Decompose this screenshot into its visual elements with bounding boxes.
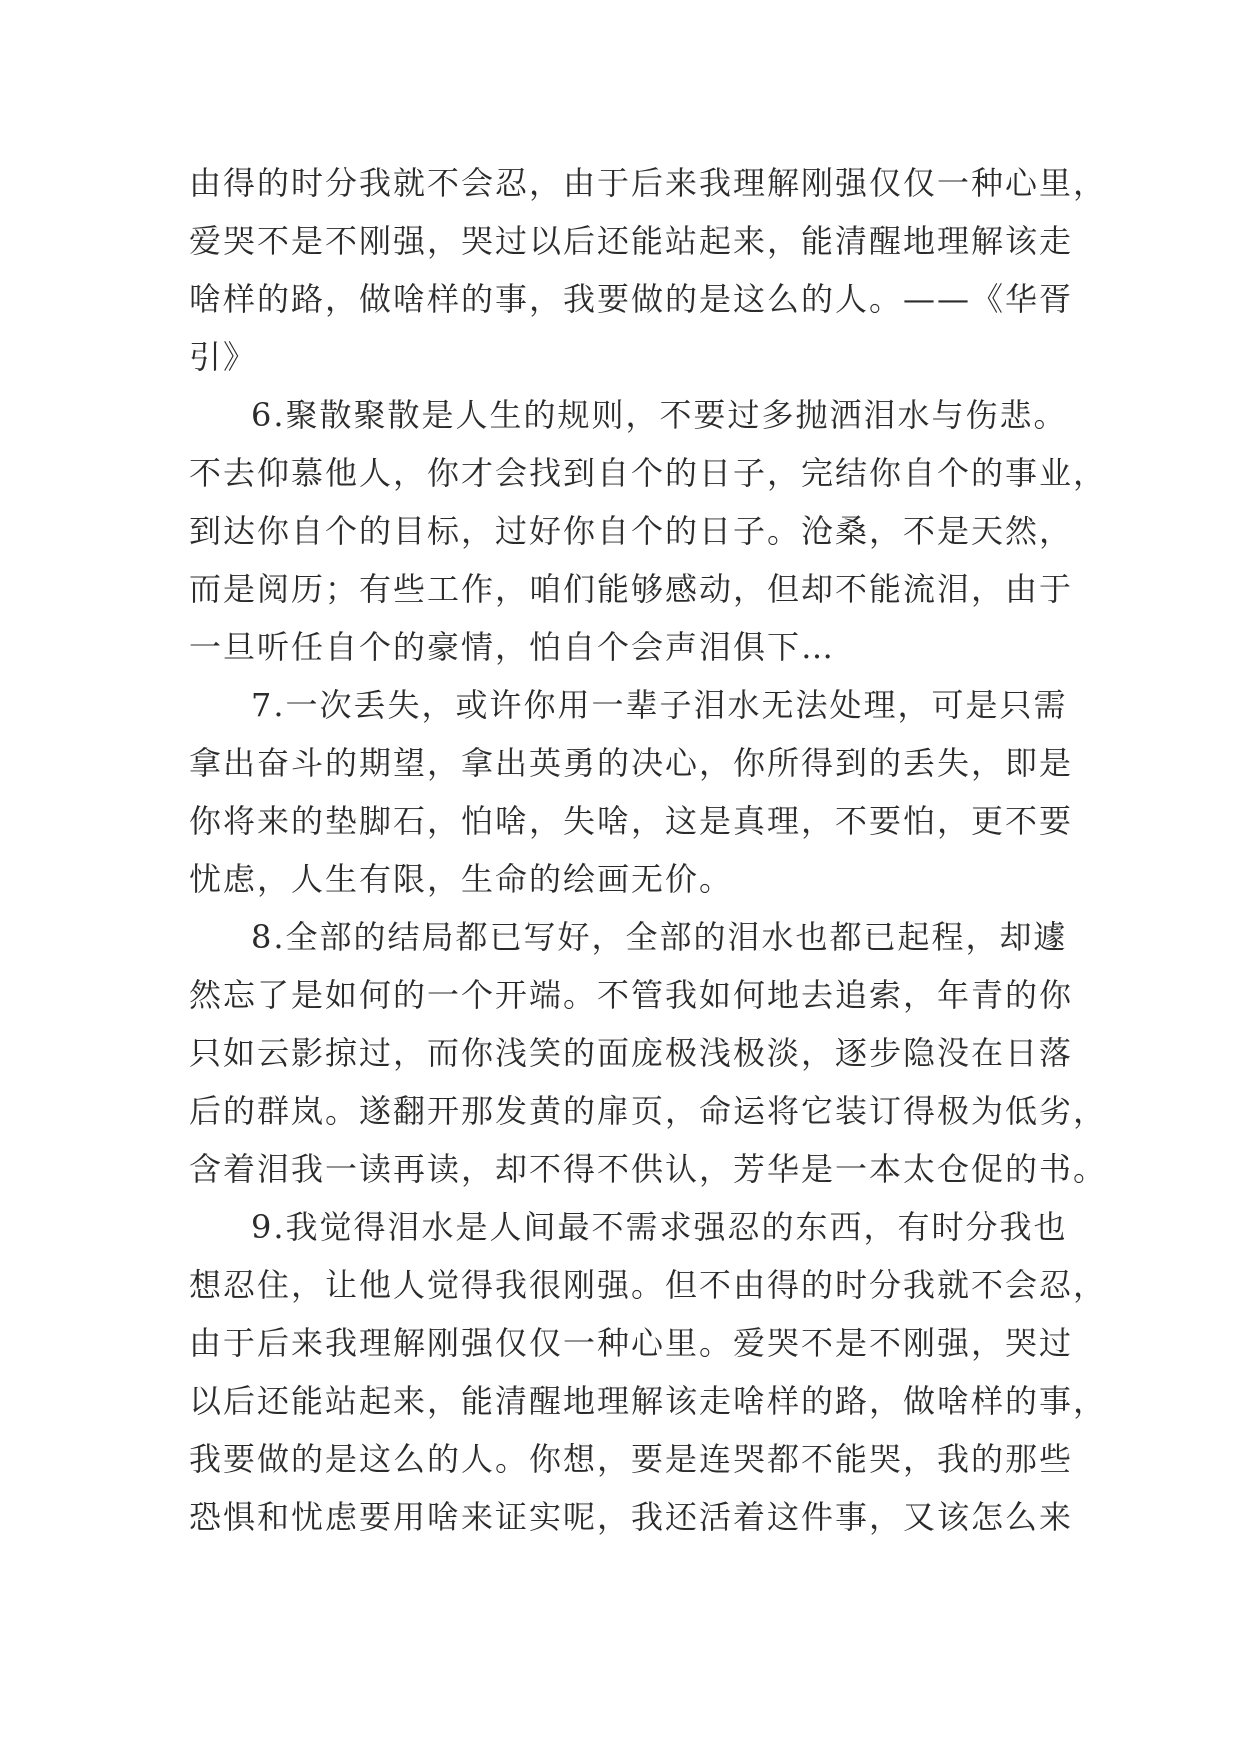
text-line: 引》	[189, 338, 258, 376]
text-line: 一旦听任自个的豪情，怕自个会声泪俱下…	[189, 628, 836, 666]
text-line: 后的群岚。遂翻开那发黄的扉页，命运将它装订得极为低劣，	[189, 1092, 1108, 1130]
text-line: 只如云影掠过，而你浅笑的面庞极浅极淡，逐步隐没在日落	[189, 1034, 1074, 1072]
paragraph-7-start: 7.一次丢失，或许你用一辈子泪水无法处理，可是只需	[251, 686, 1068, 724]
text-line: 含着泪我一读再读，却不得不供认，芳华是一本太仓促的书。	[189, 1150, 1108, 1188]
paragraph-8-start: 8.全部的结局都已写好，全部的泪水也都已起程，却遽	[251, 918, 1068, 956]
text-line: 由于后来我理解刚强仅仅一种心里。爱哭不是不刚强，哭过	[189, 1324, 1074, 1362]
text-line: 恐惧和忧虑要用啥来证实呢，我还活着这件事，又该怎么来	[189, 1498, 1074, 1536]
text-line: 我要做的是这么的人。你想，要是连哭都不能哭，我的那些	[189, 1440, 1074, 1478]
text-line: 到达你自个的目标，过好你自个的日子。沧桑，不是天然，	[189, 512, 1074, 550]
text-line: 而是阅历；有些工作，咱们能够感动，但却不能流泪，由于	[189, 570, 1074, 608]
text-line: 以后还能站起来，能清醒地理解该走啥样的路，做啥样的事，	[189, 1382, 1108, 1420]
text-line: 忧虑，人生有限，生命的绘画无价。	[189, 860, 734, 898]
text-line: 想忍住，让他人觉得我很刚强。但不由得的时分我就不会忍，	[189, 1266, 1108, 1304]
text-line: 爱哭不是不刚强，哭过以后还能站起来，能清醒地理解该走	[189, 222, 1074, 260]
text-line: 由得的时分我就不会忍，由于后来我理解刚强仅仅一种心里，	[189, 164, 1108, 202]
paragraph-6-start: 6.聚散聚散是人生的规则，不要过多抛洒泪水与伤悲。	[251, 396, 1068, 434]
text-line: 啥样的路，做啥样的事，我要做的是这么的人。——《华胥	[189, 280, 1074, 318]
paragraph-9-start: 9.我觉得泪水是人间最不需求强忍的东西，有时分我也	[251, 1208, 1068, 1246]
text-line: 拿出奋斗的期望，拿出英勇的决心，你所得到的丢失，即是	[189, 744, 1074, 782]
text-line: 然忘了是如何的一个开端。不管我如何地去追索，年青的你	[189, 976, 1074, 1014]
text-line: 不去仰慕他人，你才会找到自个的日子，完结你自个的事业，	[189, 454, 1108, 492]
text-line: 你将来的垫脚石，怕啥，失啥，这是真理，不要怕，更不要	[189, 802, 1074, 840]
